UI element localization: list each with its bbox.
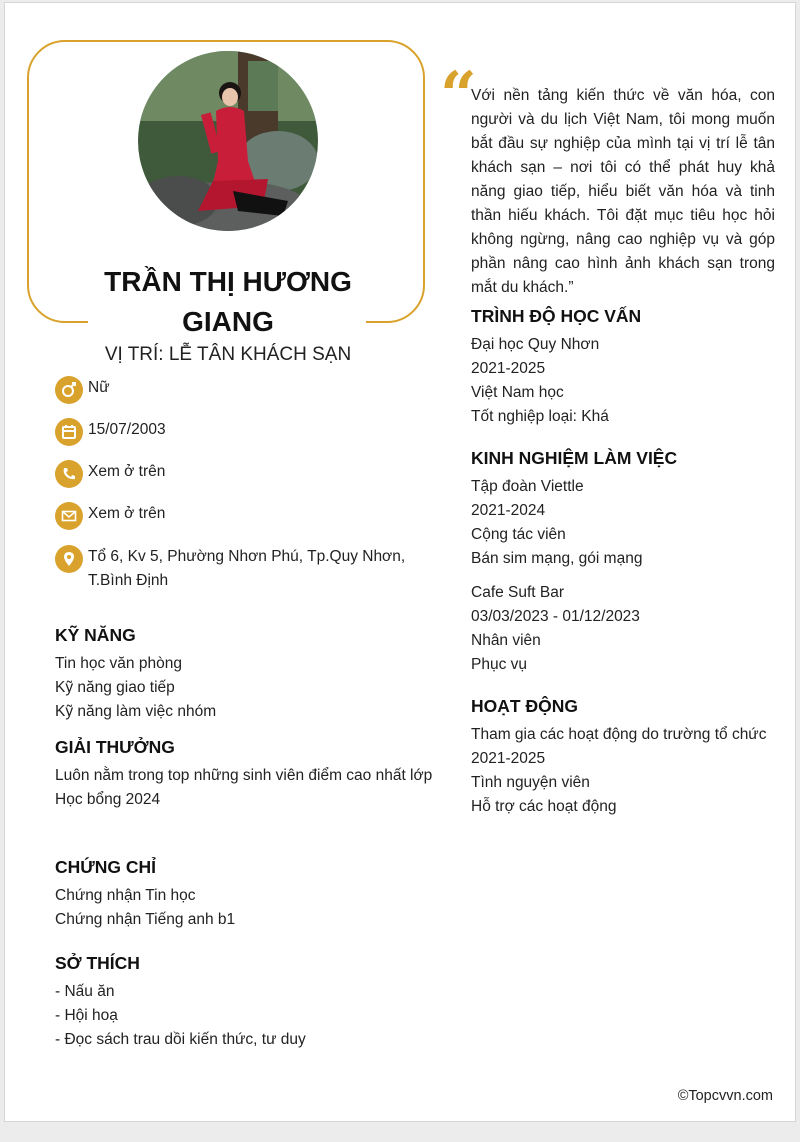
calendar-icon xyxy=(55,418,83,446)
list-item: Kỹ năng giao tiếp xyxy=(55,679,175,696)
quote-mark-icon: “ xyxy=(440,58,477,133)
certificates-section xyxy=(55,855,445,932)
profile-photo xyxy=(138,51,318,231)
list-item: - Hội hoạ xyxy=(55,1007,118,1024)
job-company: Cafe Suft Bar xyxy=(471,584,565,601)
skills-title: KỸ NĂNG xyxy=(55,625,136,645)
awards-section xyxy=(55,735,435,812)
activities-title: HOẠT ĐỘNG xyxy=(471,696,578,716)
experience-title: KINH NGHIỆM LÀM VIỆC xyxy=(471,448,678,468)
job-role: Nhân viên xyxy=(471,632,541,649)
address-value: Tổ 6, Kv 5, Phường Nhơn Phú, Tp.Quy Nhơn, T.Bình Định xyxy=(88,548,406,589)
skills-section xyxy=(55,623,445,724)
list-item: Kỹ năng làm việc nhóm xyxy=(55,703,217,720)
candidate-name: TRẦN THỊ HƯƠNG GIANG xyxy=(104,266,352,337)
education-title: TRÌNH ĐỘ HỌC VẤN xyxy=(471,306,642,326)
footer-copyright: ©Topcvvn.com xyxy=(677,1088,773,1104)
activity-period: 2021-2025 xyxy=(471,750,546,767)
job-entry xyxy=(471,475,781,571)
phone-icon xyxy=(55,460,83,488)
job-description: Bán sim mạng, gói mạng xyxy=(471,550,643,567)
birthday-value: 15/07/2003 xyxy=(88,421,166,438)
address-row xyxy=(55,545,450,593)
phone-value: Xem ở trên xyxy=(88,463,166,480)
list-item: - Đọc sách trau dồi kiến thức, tư duy xyxy=(55,1031,306,1048)
hobbies-section xyxy=(55,951,445,1052)
awards-title: GIẢI THƯỞNG xyxy=(55,737,175,757)
experience-section xyxy=(471,446,781,687)
hobbies-title: SỞ THÍCH xyxy=(55,953,140,973)
email-row xyxy=(55,502,450,530)
gender-value: Nữ xyxy=(88,379,110,396)
email-value: Xem ở trên xyxy=(88,505,166,522)
education-period: 2021-2025 xyxy=(471,360,546,377)
education-school: Đại học Quy Nhơn xyxy=(471,336,600,353)
job-entry xyxy=(471,581,781,677)
job-period: 2021-2024 xyxy=(471,502,546,519)
career-objective: Với nền tảng kiến thức về văn hóa, con người và du lịch Việt Nam, tôi mong muốn bắt đầu sự nghiệp của mình tại vị trí lễ tân khách sạn – nơi tôi có thể phát huy khả năng giao tiếp, hiểu biết văn hóa và tinh thần hiếu khách. Tôi đặt mục tiêu học hỏi không ngừng, nâng cao nghiệp vụ và góp phần nâng cao hình ảnh khách sạn trong mắt du khách.” xyxy=(471,87,775,296)
list-item: Học bổng 2024 xyxy=(55,791,161,808)
job-period: 03/03/2023 - 01/12/2023 xyxy=(471,608,640,625)
list-item: Tin học văn phòng xyxy=(55,655,182,672)
education-major: Việt Nam học xyxy=(471,384,564,401)
activity-role: Tình nguyện viên xyxy=(471,774,590,791)
list-item: Chứng nhận Tin học xyxy=(55,887,196,904)
education-section xyxy=(471,304,781,429)
certificates-title: CHỨNG CHỈ xyxy=(55,857,157,877)
job-role: Cộng tác viên xyxy=(471,526,566,543)
activities-section xyxy=(471,694,781,819)
gender-row xyxy=(55,376,450,404)
activity-description: Hỗ trợ các hoạt động xyxy=(471,798,617,815)
gender-icon xyxy=(55,376,83,404)
education-grade: Tốt nghiệp loại: Khá xyxy=(471,408,609,425)
activity-name: Tham gia các hoạt động do trường tổ chức xyxy=(471,726,767,743)
phone-row xyxy=(55,460,450,488)
location-pin-icon xyxy=(55,545,83,573)
job-position: VỊ TRÍ: LỄ TÂN KHÁCH SẠN xyxy=(104,344,352,365)
email-icon xyxy=(55,502,83,530)
birthday-row xyxy=(55,418,450,446)
list-item: - Nấu ăn xyxy=(55,983,115,1000)
list-item: Chứng nhận Tiếng anh b1 xyxy=(55,911,236,928)
list-item: Luôn nằm trong top những sinh viên điểm cao nhất lớp xyxy=(55,767,433,784)
job-description: Phục vụ xyxy=(471,656,528,673)
job-company: Tập đoàn Viettle xyxy=(471,478,584,495)
